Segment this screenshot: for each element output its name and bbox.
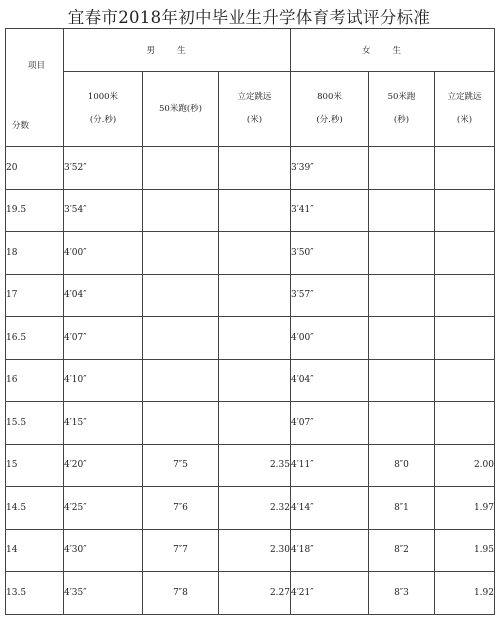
female-50m-cell: 8″1 [369,487,435,530]
male-50m-cell [143,317,219,360]
female-50m-cell [369,274,435,317]
male-50m-cell [143,147,219,190]
male-50m-cell: 7″5 [143,444,219,487]
score-cell: 14 [6,529,64,572]
male-jump-cell: 2.32 [219,487,291,530]
table-row [6,189,495,232]
header-line: (米) [246,115,263,125]
male-1000m-cell: 3′52″ [64,147,143,190]
female-jump-cell: 1.92 [435,572,495,615]
female-jump-cell [435,317,495,360]
score-cell: 20 [6,147,64,190]
male-1000m-cell: 3′54″ [64,189,143,232]
male-1000m-cell: 4′04″ [64,274,143,317]
header-row-groups [6,29,495,72]
male-jump-cell: 2.30 [219,529,291,572]
female-800m-cell: 3′57″ [291,274,369,317]
female-50m-cell [369,359,435,402]
male-1000m-cell: 4′07″ [64,317,143,360]
female-jump-cell [435,189,495,232]
table-row [6,572,495,615]
female-jump-cell [435,359,495,402]
female-800m-cell: 3′50″ [291,232,369,275]
score-label: 分数 [12,121,30,131]
male-jump-header [219,72,291,147]
female-jump-cell [435,274,495,317]
header-line: 50米跑 [387,92,416,102]
female-jump-cell [435,147,495,190]
male-1000m-cell: 4′30″ [64,529,143,572]
female-jump-cell [435,402,495,445]
female-50m-cell: 8″0 [369,444,435,487]
scoring-table [5,28,495,615]
female-50m-cell: 8″2 [369,529,435,572]
male-50m-header [143,72,219,147]
female-800m-cell: 4′18″ [291,529,369,572]
male-1000m-header [64,72,143,147]
male-jump-cell [219,274,291,317]
female-800m-cell: 4′21″ [291,572,369,615]
table-row [6,147,495,190]
female-group-header: 女生 [291,29,495,72]
score-cell: 16 [6,359,64,402]
female-800m-cell: 4′11″ [291,444,369,487]
score-cell: 14.5 [6,487,64,530]
female-jump-cell [435,232,495,275]
female-800m-header [291,72,369,147]
table-row [6,359,495,402]
male-jump-cell [219,232,291,275]
header-line: (米) [456,115,473,125]
table-row [6,529,495,572]
female-800m-cell: 4′14″ [291,487,369,530]
header-line: 50米跑(秒) [159,103,202,114]
table-row [6,487,495,530]
male-group-header: 男生 [64,29,291,72]
item-label: 项目 [28,61,46,71]
male-jump-cell [219,402,291,445]
female-800m-cell: 4′00″ [291,317,369,360]
male-jump-cell: 2.35 [219,444,291,487]
table-row [6,444,495,487]
female-800m-cell: 4′07″ [291,402,369,445]
female-50m-cell [369,147,435,190]
female-50m-cell [369,189,435,232]
male-jump-cell [219,317,291,360]
female-50m-header [369,72,435,147]
male-1000m-cell: 4′25″ [64,487,143,530]
header-row-columns [6,72,495,147]
male-1000m-cell: 4′10″ [64,359,143,402]
female-50m-cell [369,402,435,445]
female-jump-cell: 2.00 [435,444,495,487]
score-cell: 15 [6,444,64,487]
male-50m-cell: 7″6 [143,487,219,530]
table-row [6,317,495,360]
male-jump-cell [219,189,291,232]
score-cell: 15.5 [6,402,64,445]
female-50m-cell [369,232,435,275]
male-1000m-cell: 4′15″ [64,402,143,445]
score-cell: 19.5 [6,189,64,232]
header-line: 立定跳远 [237,92,272,102]
male-50m-cell [143,189,219,232]
male-1000m-cell: 4′35″ [64,572,143,615]
score-cell: 13.5 [6,572,64,615]
female-jump-header [435,72,495,147]
table-row [6,274,495,317]
page-title: 宜春市2018年初中毕业生升学体育考试评分标准 [67,8,431,27]
header-line: (分.秒) [89,115,117,125]
table-row [6,402,495,445]
male-1000m-cell: 4′20″ [64,444,143,487]
female-50m-cell [369,317,435,360]
male-50m-cell: 7″7 [143,529,219,572]
header-line: (秒) [393,115,410,125]
score-cell: 18 [6,232,64,275]
corner-header-cell [6,29,64,147]
male-jump-cell [219,147,291,190]
male-1000m-cell: 4′00″ [64,232,143,275]
male-50m-cell [143,359,219,402]
female-jump-cell: 1.95 [435,529,495,572]
table-row [6,232,495,275]
female-800m-cell: 4′04″ [291,359,369,402]
male-jump-cell: 2.27 [219,572,291,615]
header-line: 800米 [317,92,342,102]
female-jump-cell: 1.97 [435,487,495,530]
female-800m-cell: 3′41″ [291,189,369,232]
male-50m-cell: 7″8 [143,572,219,615]
header-line: 立定跳远 [447,92,482,102]
male-50m-cell [143,274,219,317]
header-line: (分.秒) [316,115,343,125]
score-cell: 17 [6,274,64,317]
header-line: 1000米 [87,92,119,102]
male-50m-cell [143,232,219,275]
male-jump-cell [219,359,291,402]
female-50m-cell: 8″3 [369,572,435,615]
male-50m-cell [143,402,219,445]
female-800m-cell: 3′39″ [291,147,369,190]
score-cell: 16.5 [6,317,64,360]
